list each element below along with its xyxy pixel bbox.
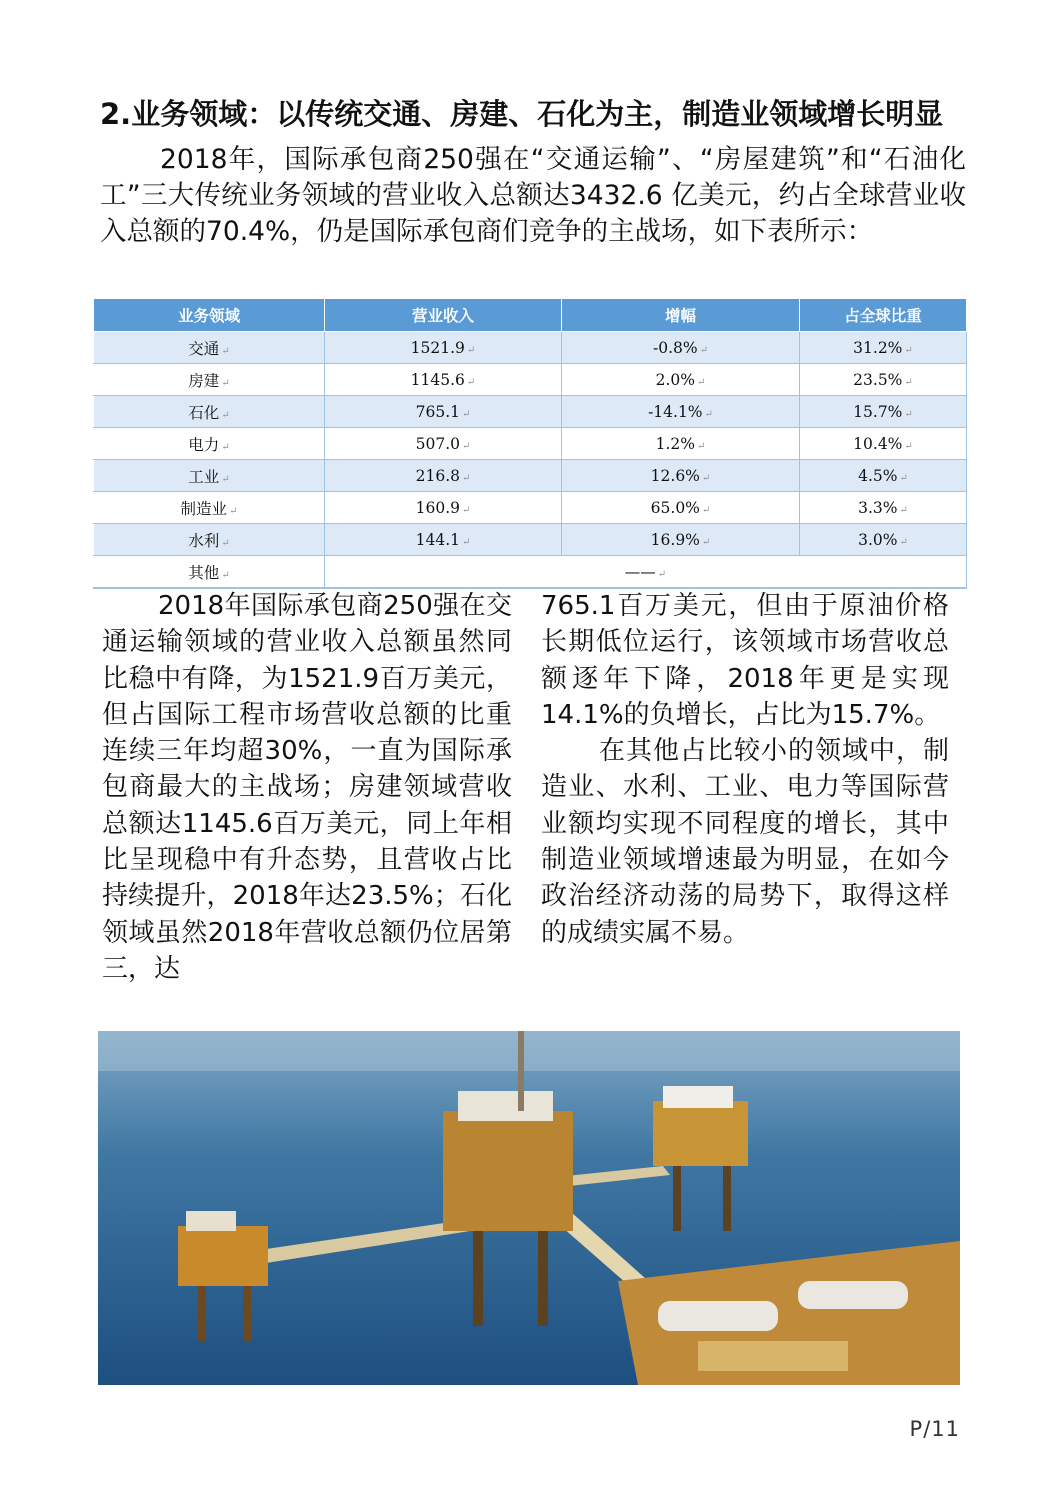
business-field-table <box>93 298 967 589</box>
cell-field: 房建 <box>188 371 220 390</box>
cell-growth: 65.0% <box>650 498 700 517</box>
header-share: 占全球比重 <box>800 299 967 332</box>
cell-share: 3.0% <box>858 530 898 549</box>
header-growth: 增幅 <box>562 299 800 332</box>
table-row-other: 其他 ↵ —— ↵ <box>94 556 967 589</box>
cell-revenue: 1145.6 <box>410 370 465 389</box>
cell-revenue: 765.1 <box>415 402 460 421</box>
cell-field: 其他 <box>188 563 220 582</box>
body-column-left: 2018年国际承包商250强在交通运输领域的营业收入总额虽然同比稳中有降，为1521.9百万美元，但占国际工程市场营收总额的比重连续三年均超30%，一直为国际承包商最大的主战场；房建领域营收总额达1145.6百万美元，同上年相比呈现稳中有升态势，且营收占比持续提升，2018年达23.5%；石化领域虽然2018年营收总额仍位居第三，达 <box>102 591 512 984</box>
table-row: 水利 ↵ 144.1 ↵ 16.9% ↵ 3.0% ↵ <box>94 524 967 556</box>
cell-share: 3.3% <box>858 498 898 517</box>
table-row: 石化 ↵ 765.1 ↵ -14.1% ↵ 15.7% ↵ <box>94 396 967 428</box>
table-row: 制造业 ↵ 160.9 ↵ 65.0% ↵ 3.3% ↵ <box>94 492 967 524</box>
cell-share: 10.4% <box>853 434 903 453</box>
body-paragraph: 765.1百万美元，但由于原油价格长期低位运行，该领域市场营收总额逐年下降，2018年更是实现14.1%的负增长，占比为15.7%。 <box>541 591 949 730</box>
cell-growth: 12.6% <box>650 466 700 485</box>
cell-share: 23.5% <box>853 370 903 389</box>
cell-growth: 1.2% <box>655 434 695 453</box>
cell-other-value: —— <box>624 562 656 581</box>
table-header-row <box>94 299 967 332</box>
cell-revenue: 160.9 <box>415 498 460 517</box>
cell-share: 4.5% <box>858 466 898 485</box>
cell-growth: -0.8% <box>652 338 698 357</box>
offshore-platform-photo <box>98 1031 960 1385</box>
table-row: 工业 ↵ 216.8 ↵ 12.6% ↵ 4.5% ↵ <box>94 460 967 492</box>
page-number: P/11 <box>909 1417 960 1441</box>
cell-revenue: 507.0 <box>415 434 460 453</box>
cell-field: 水利 <box>188 531 220 550</box>
cell-share: 15.7% <box>853 402 903 421</box>
cell-share: 31.2% <box>853 338 903 357</box>
header-field: 业务领域 <box>94 299 325 332</box>
cell-revenue: 1521.9 <box>410 338 465 357</box>
table-row: 电力 ↵ 507.0 ↵ 1.2% ↵ 10.4% ↵ <box>94 428 967 460</box>
cell-field: 工业 <box>188 467 220 486</box>
cell-revenue: 144.1 <box>415 530 460 549</box>
table-row: 交通 ↵ 1521.9 ↵ -0.8% ↵ 31.2% ↵ <box>94 332 967 364</box>
cell-revenue: 216.8 <box>415 466 460 485</box>
cell-field: 交通 <box>188 339 220 358</box>
cell-growth: 16.9% <box>650 530 700 549</box>
section-heading: 2.业务领域：以传统交通、房建、石化为主，制造业领域增长明显 <box>100 97 944 131</box>
header-revenue: 营业收入 <box>325 299 562 332</box>
table-row: 房建 ↵ 1145.6 ↵ 2.0% ↵ 23.5% ↵ <box>94 364 967 396</box>
cell-field: 电力 <box>188 435 220 454</box>
cell-field: 石化 <box>188 403 220 422</box>
cell-field: 制造业 <box>180 499 228 518</box>
cell-growth: 2.0% <box>655 370 695 389</box>
body-paragraph: 在其他占比较小的领域中，制造业、水利、工业、电力等国际营业额均实现不同程度的增长，其中制造业领域增速最为明显，在如今政治经济动荡的局势下，取得这样的成绩实属不易。 <box>541 736 949 948</box>
cell-growth: -14.1% <box>648 402 703 421</box>
body-column-right <box>541 588 949 951</box>
intro-paragraph: 2018年，国际承包商250强在“交通运输”、“房屋建筑”和“石油化工”三大传统业务领域的营业收入总额达3432.6 亿美元，约占全球营业收入总额的70.4%，仍是国际承包商们竞争的主战场，如下表所示： <box>100 144 966 247</box>
